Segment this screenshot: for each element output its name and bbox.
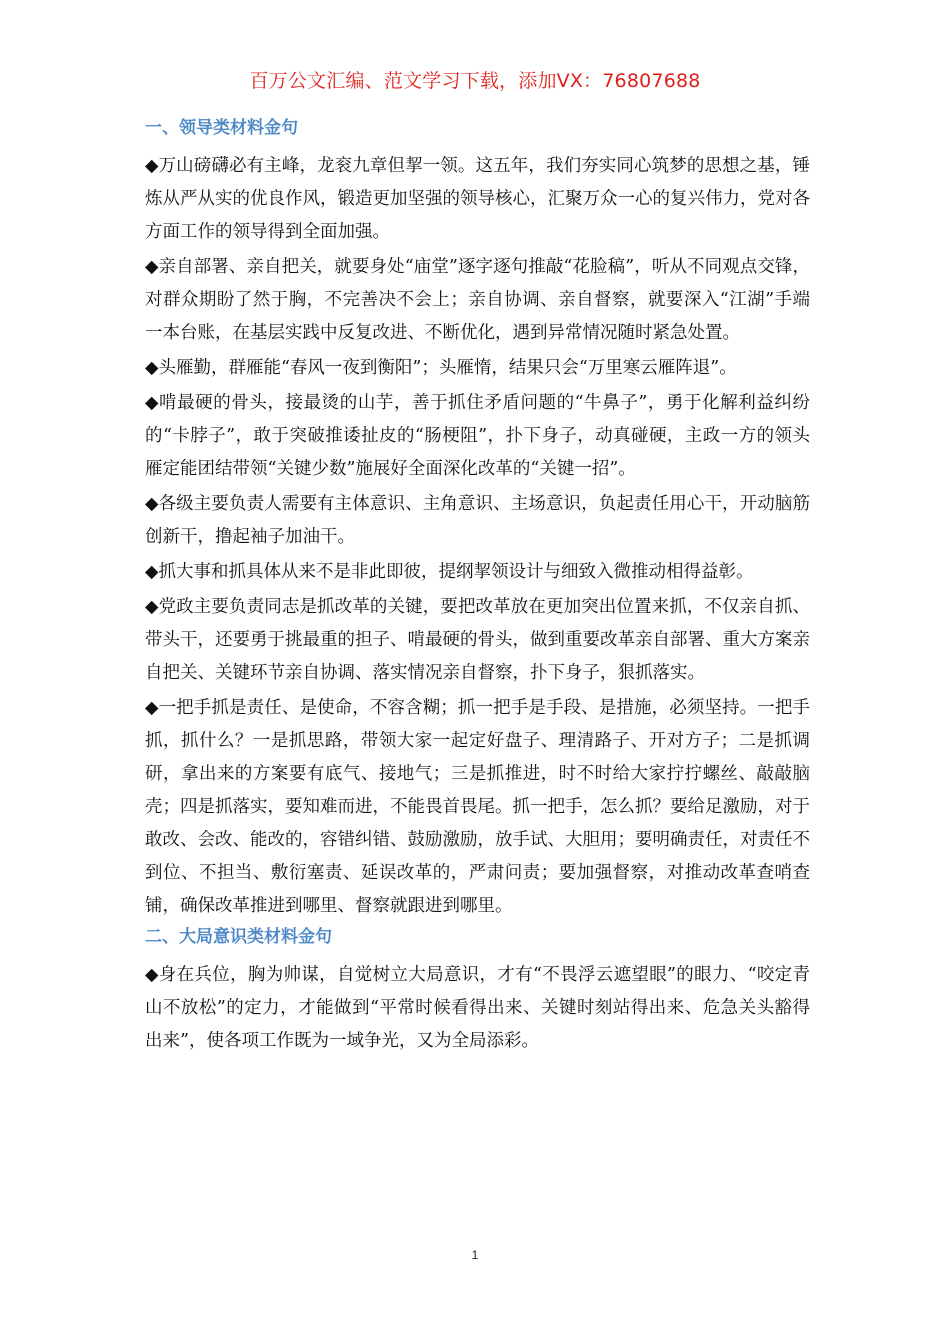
paragraph: ◆一把手抓是责任、是使命，不容含糊；抓一把手是手段、是措施，必须坚持。一把手抓，抓什么？一是抓思路，带领大家一起定好盘子、理清路子、开对方子；二是抓调研，拿出来的方案要有底气、接地气；三是抓推进，时不时给大家拧拧螺丝、敲敲脑壳；四是抓落实，要知难而进，不能畏首畏尾。抓一把手，怎么抓？要给足激励，对于敢改、会改、能改的，容错纠错、鼓励激励，放手试、大胆用；要明确责任，对责任不到位、不担当、敷衍塞责、延误改革的，严肃问责；要加强督察，对推动改革查哨查铺，确保改革推进到哪里、督察就跟进到哪里。 [145,698,810,916]
paragraph: ◆各级主要负责人需要有主体意识、主角意识、主场意识，负起责任用心干，开动脑筋创新干，撸起袖子加油干。 [145,494,810,547]
paragraph: ◆头雁勤，群雁能“春风一夜到衡阳”；头雁惰，结果只会“万里寒云雁阵退”。 [145,358,737,378]
paragraph: ◆抓大事和抓具体从来不是非此即彼，提纲挈领设计与细致入微推动相得益彰。 [145,562,754,582]
paragraph: ◆身在兵位，胸为帅谋，自觉树立大局意识，才有“不畏浮云遮望眼”的眼力、“咬定青山不放松”的定力，才能做到“平常时候看得出来、关键时刻站得出来、危急关头豁得出来”，使各项工作既为一域争光，又为全局添彩。 [145,965,810,1051]
download-banner: 百万公文汇编、范文学习下载，添加VX：76807688 [249,70,701,92]
paragraph: ◆啃最硬的骨头，接最烫的山芋，善于抓住矛盾问题的“牛鼻子”，勇于化解利益纠纷的“卡脖子”，敢于突破推诿扯皮的“肠梗阻”，扑下身子，动真碰硬，主政一方的领头雁定能团结带领“关键少数”施展好全面深化改革的“关键一招”。 [145,393,810,479]
section-heading: 一、领导类材料金句 [145,118,298,138]
section-heading: 二、大局意识类材料金句 [145,927,332,947]
paragraph: ◆亲自部署、亲自把关，就要身处“庙堂”逐字逐句推敲“花脸稿”，听从不同观点交锋，对群众期盼了然于胸，不完善决不会上；亲自协调、亲自督察，就要深入“江湖”手端一本台账，在基层实践中反复改进、不断优化，遇到异常情况随时紧急处置。 [145,257,810,343]
section-leadership [145,116,810,923]
paragraph: ◆万山磅礴必有主峰，龙衮九章但挈一领。这五年，我们夯实同心筑梦的思想之基，锤炼从严从实的优良作风，锻造更加坚强的领导核心，汇聚万众一心的复兴伟力，党对各方面工作的领导得到全面加强。 [145,156,810,242]
paragraph: ◆党政主要负责同志是抓改革的关键，要把改革放在更加突出位置来抓，不仅亲自抓、带头干，还要勇于挑最重的担子、啃最硬的骨头，做到重要改革亲自部署、重大方案亲自把关、关键环节亲自协调、落实情况亲自督察，扑下身子，狠抓落实。 [145,597,810,683]
document-body [145,116,810,1060]
page-number: 1 [471,1248,479,1262]
section-overall-situation [145,925,810,1058]
